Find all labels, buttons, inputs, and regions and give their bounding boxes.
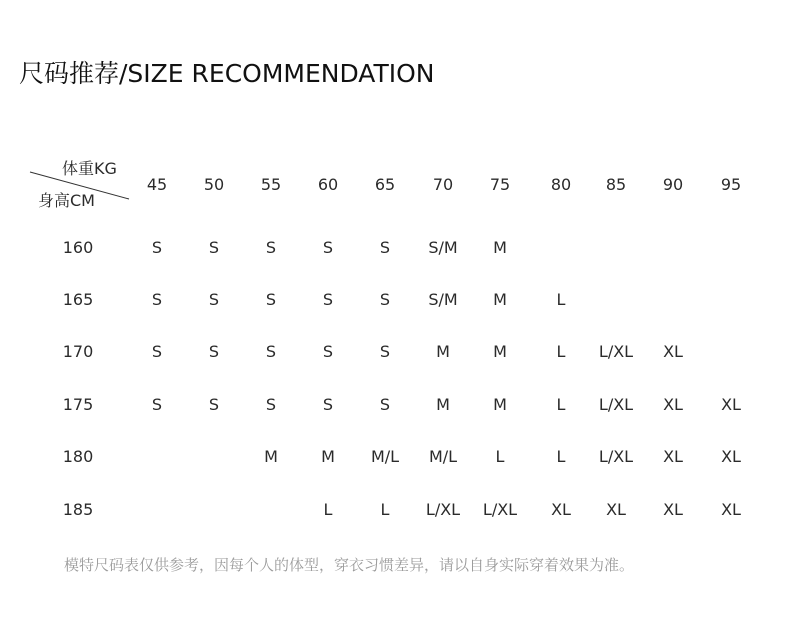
size-cell: M [493, 342, 507, 361]
size-cell: S [265, 395, 277, 414]
height-row-header: 170 [62, 342, 94, 361]
size-cell: XL [606, 500, 626, 519]
weight-column-header: 85 [605, 175, 627, 194]
weight-column-header: 90 [662, 175, 684, 194]
size-cell: M [493, 290, 507, 309]
weight-column-header: 50 [203, 175, 225, 194]
size-cell: L [323, 500, 333, 519]
size-cell: L/XL [598, 342, 634, 361]
size-cell: XL [551, 500, 571, 519]
height-row-header: 180 [62, 447, 94, 466]
size-cell: L/XL [425, 500, 461, 519]
size-cell: M [493, 395, 507, 414]
size-cell: S [208, 290, 220, 309]
size-cell: S/M [428, 238, 458, 257]
height-axis-label: 身高CM [38, 191, 95, 210]
size-cell: S [379, 395, 391, 414]
size-cell: XL [721, 500, 741, 519]
size-cell: S [265, 342, 277, 361]
size-cell: S [322, 395, 334, 414]
size-cell: S/M [428, 290, 458, 309]
size-cell: M [436, 395, 450, 414]
weight-column-header: 80 [550, 175, 572, 194]
weight-column-header: 75 [489, 175, 511, 194]
size-cell: S [208, 238, 220, 257]
size-cell: L [556, 395, 566, 414]
height-row-header: 160 [62, 238, 94, 257]
weight-column-header: 55 [260, 175, 282, 194]
size-cell: S [265, 238, 277, 257]
size-cell: L/XL [598, 395, 634, 414]
size-cell: S [151, 290, 163, 309]
size-cell: XL [663, 500, 683, 519]
size-cell: M [321, 447, 335, 466]
size-cell: S [322, 290, 334, 309]
height-row-header: 185 [62, 500, 94, 519]
size-cell: M/L [370, 447, 400, 466]
size-cell: M [264, 447, 278, 466]
disclaimer-note: 模特尺码表仅供参考，因每个人的体型，穿衣习惯差异，请以自身实际穿着效果为准。 [64, 556, 635, 574]
size-cell: L [556, 290, 566, 309]
size-cell: L/XL [598, 447, 634, 466]
weight-column-header: 45 [146, 175, 168, 194]
size-cell: S [208, 395, 220, 414]
size-cell: L [495, 447, 505, 466]
height-row-header: 175 [62, 395, 94, 414]
size-cell: S [379, 290, 391, 309]
size-cell: XL [663, 447, 683, 466]
weight-column-header: 65 [374, 175, 396, 194]
size-cell: L [556, 342, 566, 361]
weight-axis-label: 体重KG [62, 159, 117, 178]
size-cell: S [265, 290, 277, 309]
weight-column-header: 70 [432, 175, 454, 194]
page-title: 尺码推荐/SIZE RECOMMENDATION [19, 59, 435, 88]
size-cell: S [379, 238, 391, 257]
weight-column-header: 95 [720, 175, 742, 194]
size-cell: L/XL [482, 500, 518, 519]
size-cell: S [151, 238, 163, 257]
size-cell: L [380, 500, 390, 519]
size-cell: M [493, 238, 507, 257]
weight-column-header: 60 [317, 175, 339, 194]
size-cell: M/L [428, 447, 458, 466]
size-cell: L [556, 447, 566, 466]
size-cell: XL [721, 395, 741, 414]
size-cell: XL [721, 447, 741, 466]
size-cell: S [379, 342, 391, 361]
size-cell: XL [663, 395, 683, 414]
size-cell: S [322, 342, 334, 361]
size-cell: S [208, 342, 220, 361]
size-cell: S [151, 395, 163, 414]
size-cell: S [322, 238, 334, 257]
size-cell: S [151, 342, 163, 361]
size-cell: XL [663, 342, 683, 361]
size-cell: M [436, 342, 450, 361]
table-corner-header [28, 154, 132, 214]
height-row-header: 165 [62, 290, 94, 309]
